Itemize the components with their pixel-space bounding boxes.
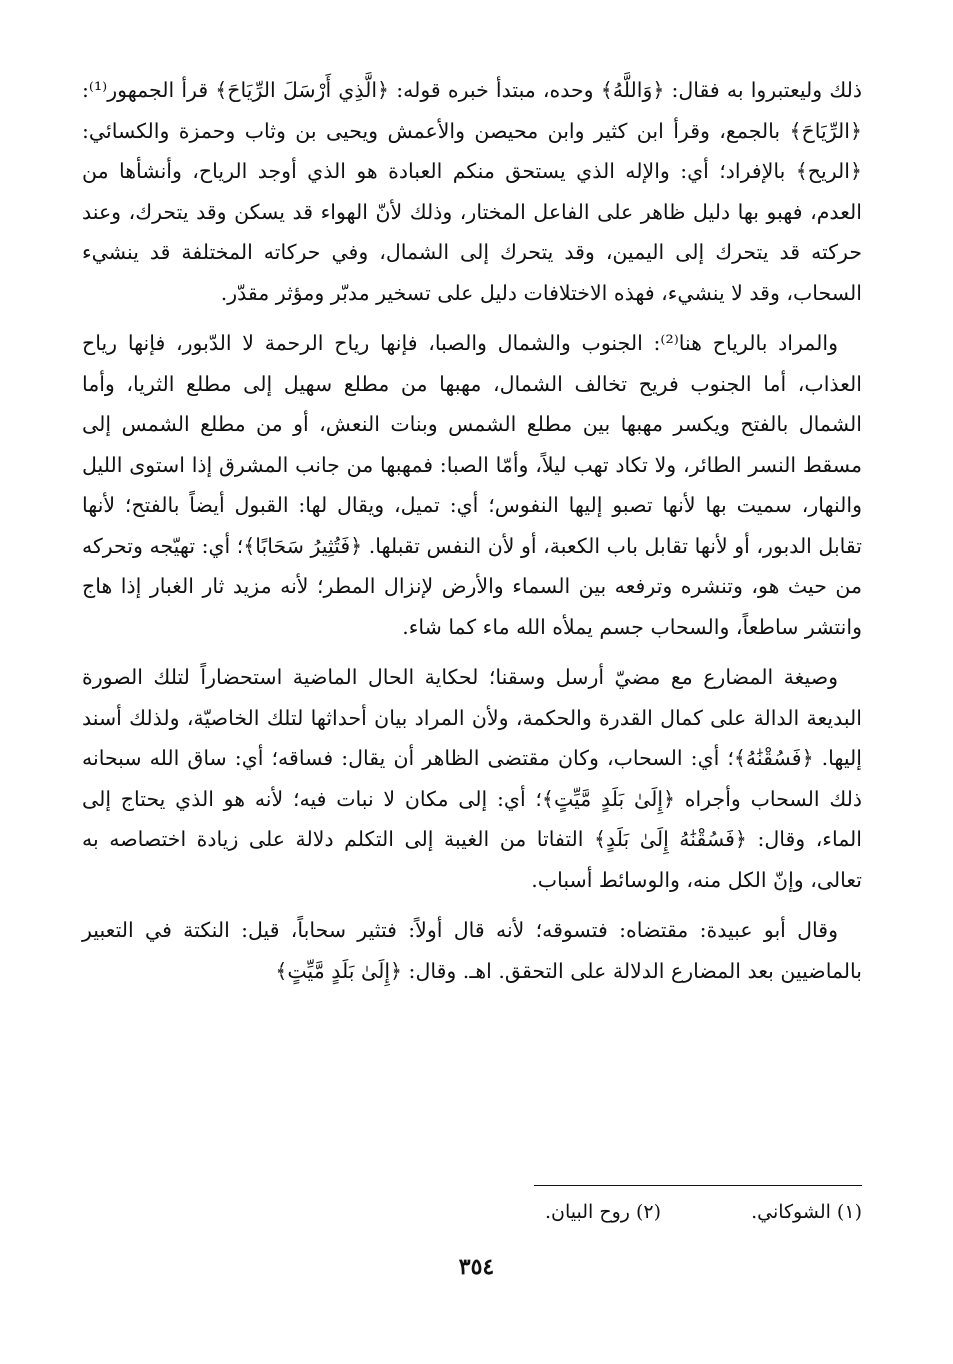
footnote-1: (١) الشوكاني. (751, 1201, 862, 1223)
footnotes (300, 1197, 862, 1227)
page-body (82, 70, 862, 1001)
footnote-2: (٢) روح البيان. (544, 1201, 662, 1223)
paragraph-1: ذلك وليعتبروا به فقال: ﴿وَاللَّهُ﴾ وحده، مبتدأ خبره قوله: ﴿الَّذِي أَرْسَلَ الرِّيَاحَ﴾ قرأ الجمهور⁽¹⁾: ﴿الرِّيَاحَ﴾ بالجمع، وقرأ ابن كثير وابن محيصن والأعمش ويحيى بن وثاب وحمزة والكسائي: ﴿الريح﴾ بالإفراد؛ أي: والإله الذي يستحق منكم العبادة هو الذي أوجد الرياح، وأنشأها من العدم، فهبو بها دليل ظاهر على الفاعل المختار، وذلك لأنّ الهواء قد يسكن وقد يتحرك، وعند حركته قد يتحرك إلى اليمين، وقد يتحرك إلى الشمال، وفي حركاته المختلفة قد ينشيء السحاب، وقد لا ينشيء، فهذه الاختلافات دليل على تسخير مدبّر ومؤثر مقدّر. (82, 78, 862, 305)
footnote-divider (534, 1185, 862, 1186)
page-number: ٣٥٤ (458, 1254, 495, 1280)
paragraph-2: والمراد بالرياح هنا⁽²⁾: الجنوب والشمال والصبا، فإنها رياح الرحمة لا الدّبور، فإنها رياح العذاب، أما الجنوب فريح تخالف الشمال، مهبها من مطلع سهيل إلى مطلع الثريا، وأما الشمال بالفتح ويكسر مهبها بين مطلع الشمس وبنات النعش، أو من مطلع الشمس إلى مسقط النسر الطائر، ولا تكاد تهب ليلاً، وأمّا الصبا: فمهبها من جانب المشرق إذا استوى الليل والنهار، سميت بها لأنها تصبو إليها النفوس؛ أي: تميل، ويقال لها: القبول أيضاً بالفتح؛ لأنها تقابل الدبور، أو لأنها تقابل باب الكعبة، أو لأن النفس تقبلها. ﴿فَتُثِيرُ سَحَابًا﴾؛ أي: تهيّجه وتحركه من حيث هو، وتنشره وترفعه بين السماء والأرض لإنزال المطر؛ لأنه مزيد ثار الغبار إذا هاج وانتشر ساطعاً، والسحاب جسم يملأه الله ماء كما شاء. (82, 331, 862, 639)
paragraph-3: وصيغة المضارع مع مضيّ أرسل وسقنا؛ لحكاية الحال الماضية استحضاراً لتلك الصورة البديعة الدالة على كمال القدرة والحكمة، ولأن المراد بيان أحداثها لتلك الخاصيّة، ولذلك أسند إليها. ﴿فَسُقْنَٰهُ﴾؛ أي: السحاب، وكان مقتضى الظاهر أن يقال: فساقه؛ أي: ساق الله سبحانه ذلك السحاب وأجراه ﴿إِلَىٰ بَلَدٍ مَّيِّتٍ﴾؛ أي: إلى مكان لا نبات فيه؛ لأنه هو الذي يحتاج إلى الماء، وقال: ﴿فَسُقْنَٰهُ إِلَىٰ بَلَدٍ﴾ التفاتا من الغيبة إلى التكلم دلالة على زيادة اختصاصه به تعالى، وإنّ الكل منه، والوسائط أسباب. (82, 665, 862, 892)
paragraph-4: وقال أبو عبيدة: مقتضاه: فتسوقه؛ لأنه قال أولاً: فتثير سحاباً، قيل: النكتة في التعبير بالماضيين بعد المضارع الدلالة على التحقق. اهـ. وقال: ﴿إِلَىٰ بَلَدٍ مَّيِّتٍ﴾ (82, 918, 862, 983)
